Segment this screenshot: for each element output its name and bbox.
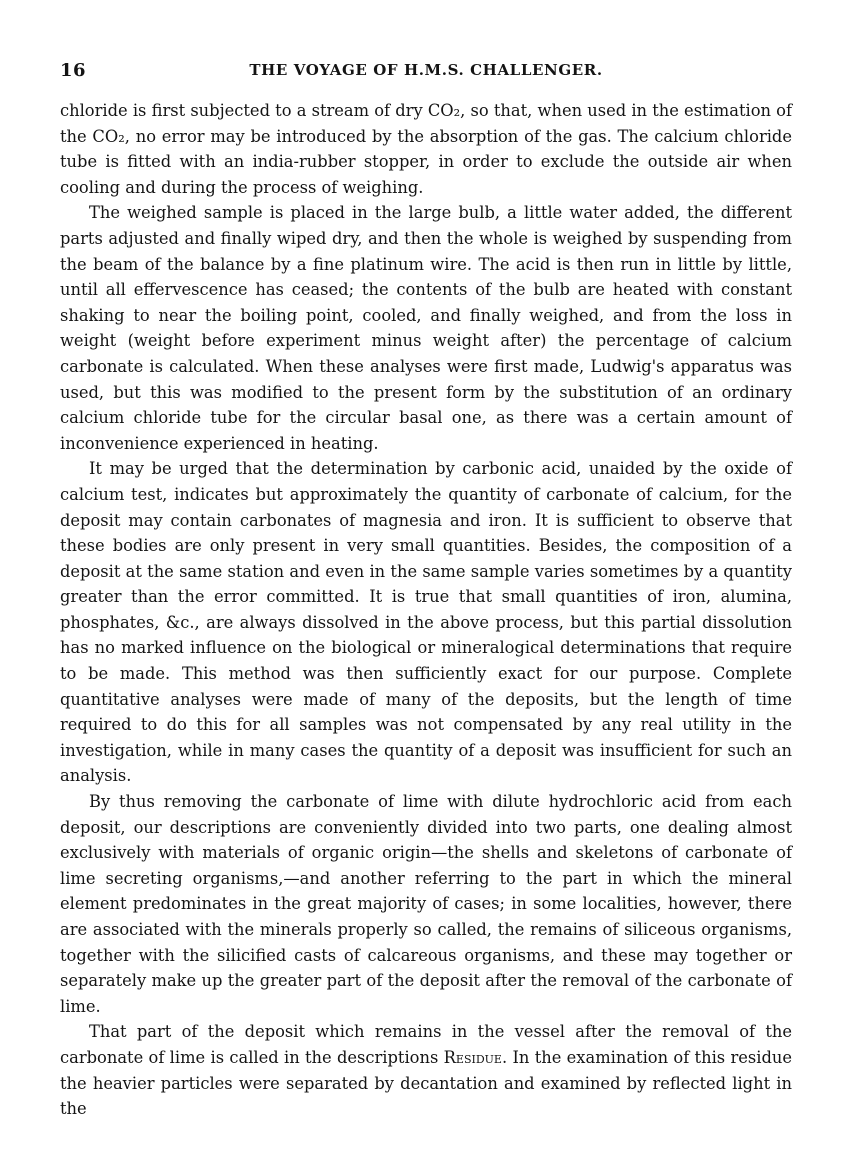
paragraph-description-division: By thus removing the carbonate of lime with dilute hydrochloric acid from each deposit, our descriptions are conveniently divided into two parts, one dealing almost exclusively with materials of organic origin—the shells and skeletons of carbonate of lime secreting organisms,—and another referring to the part in which the mineral element predominates in the great majority of cases; in some localities, however, there are associated with the minerals properly so called, the remains of siliceous organisms, together with the silicified casts of calcareous organisms, and these may together or separately make up the greater part of the deposit after the removal of the carbonate of lime.: [60, 792, 792, 1016]
body-text: [60, 98, 792, 1122]
running-head: [60, 60, 792, 90]
running-title: THE VOYAGE OF H.M.S. CHALLENGER.: [249, 61, 603, 79]
residue-text-before: That part of the deposit which remains in the vessel after the removal of the carbonate of lime is called in the descriptions: [60, 1022, 792, 1067]
page-number: 16: [60, 60, 87, 81]
paragraph-accuracy-discussion: It may be urged that the determination by carbonic acid, unaided by the oxide of calcium test, indicates but approximately the quantity of carbonate of calcium, for the deposit may contain carbonates of magnesia and iron. It is sufficient to observe that these bodies are only present in very small quantities. Besides, the composition of a deposit at the same station and even in the same sample varies sometimes by a quantity greater than the error committed. It is true that small quantities of iron, alumina, phosphates, &c., are always dissolved in the above process, but this partial dissolution has no marked influence on the biological or mineralogical determinations that require to be made. This method was then sufficiently exact for our purpose. Complete quantitative analyses were made of many of the deposits, but the length of time required to do this for all samples was not compensated by any real utility in the investigation, while in many cases the quantity of a deposit was insufficient for such an analysis.: [60, 459, 792, 786]
paragraph-continuation: chloride is first subjected to a stream of dry CO₂, so that, when used in the estimation of the CO₂, no error may be introduced by the absorption of the gas. The calcium chloride tube is fitted with an india-rubber stopper, in order to exclude the outside air when cooling and during the process of weighing.: [60, 101, 792, 197]
paragraph-weighing-procedure: The weighed sample is placed in the large bulb, a little water added, the different parts adjusted and finally wiped dry, and then the whole is weighed by suspending from the beam of the balance by a fine platinum wire. The acid is then run in little by little, until all effervescence has ceased; the contents of the bulb are heated with constant shaking to near the boiling point, cooled, and finally weighed, and from the loss in weight (weight before experiment minus weight after) the percentage of calcium carbonate is calculated. When these analyses were first made, Ludwig's apparatus was used, but this was modified to the present form by the substitution of an ordinary calcium chloride tube for the circular basal one, as there was a certain amount of inconvenience experienced in heating.: [60, 203, 792, 453]
paragraph-residue: [60, 1019, 792, 1121]
residue-term: Residue.: [443, 1047, 508, 1067]
residue-text-after: In the examination of this residue the heavier particles were separated by decantation and examined by reflected light in the: [60, 1047, 792, 1119]
